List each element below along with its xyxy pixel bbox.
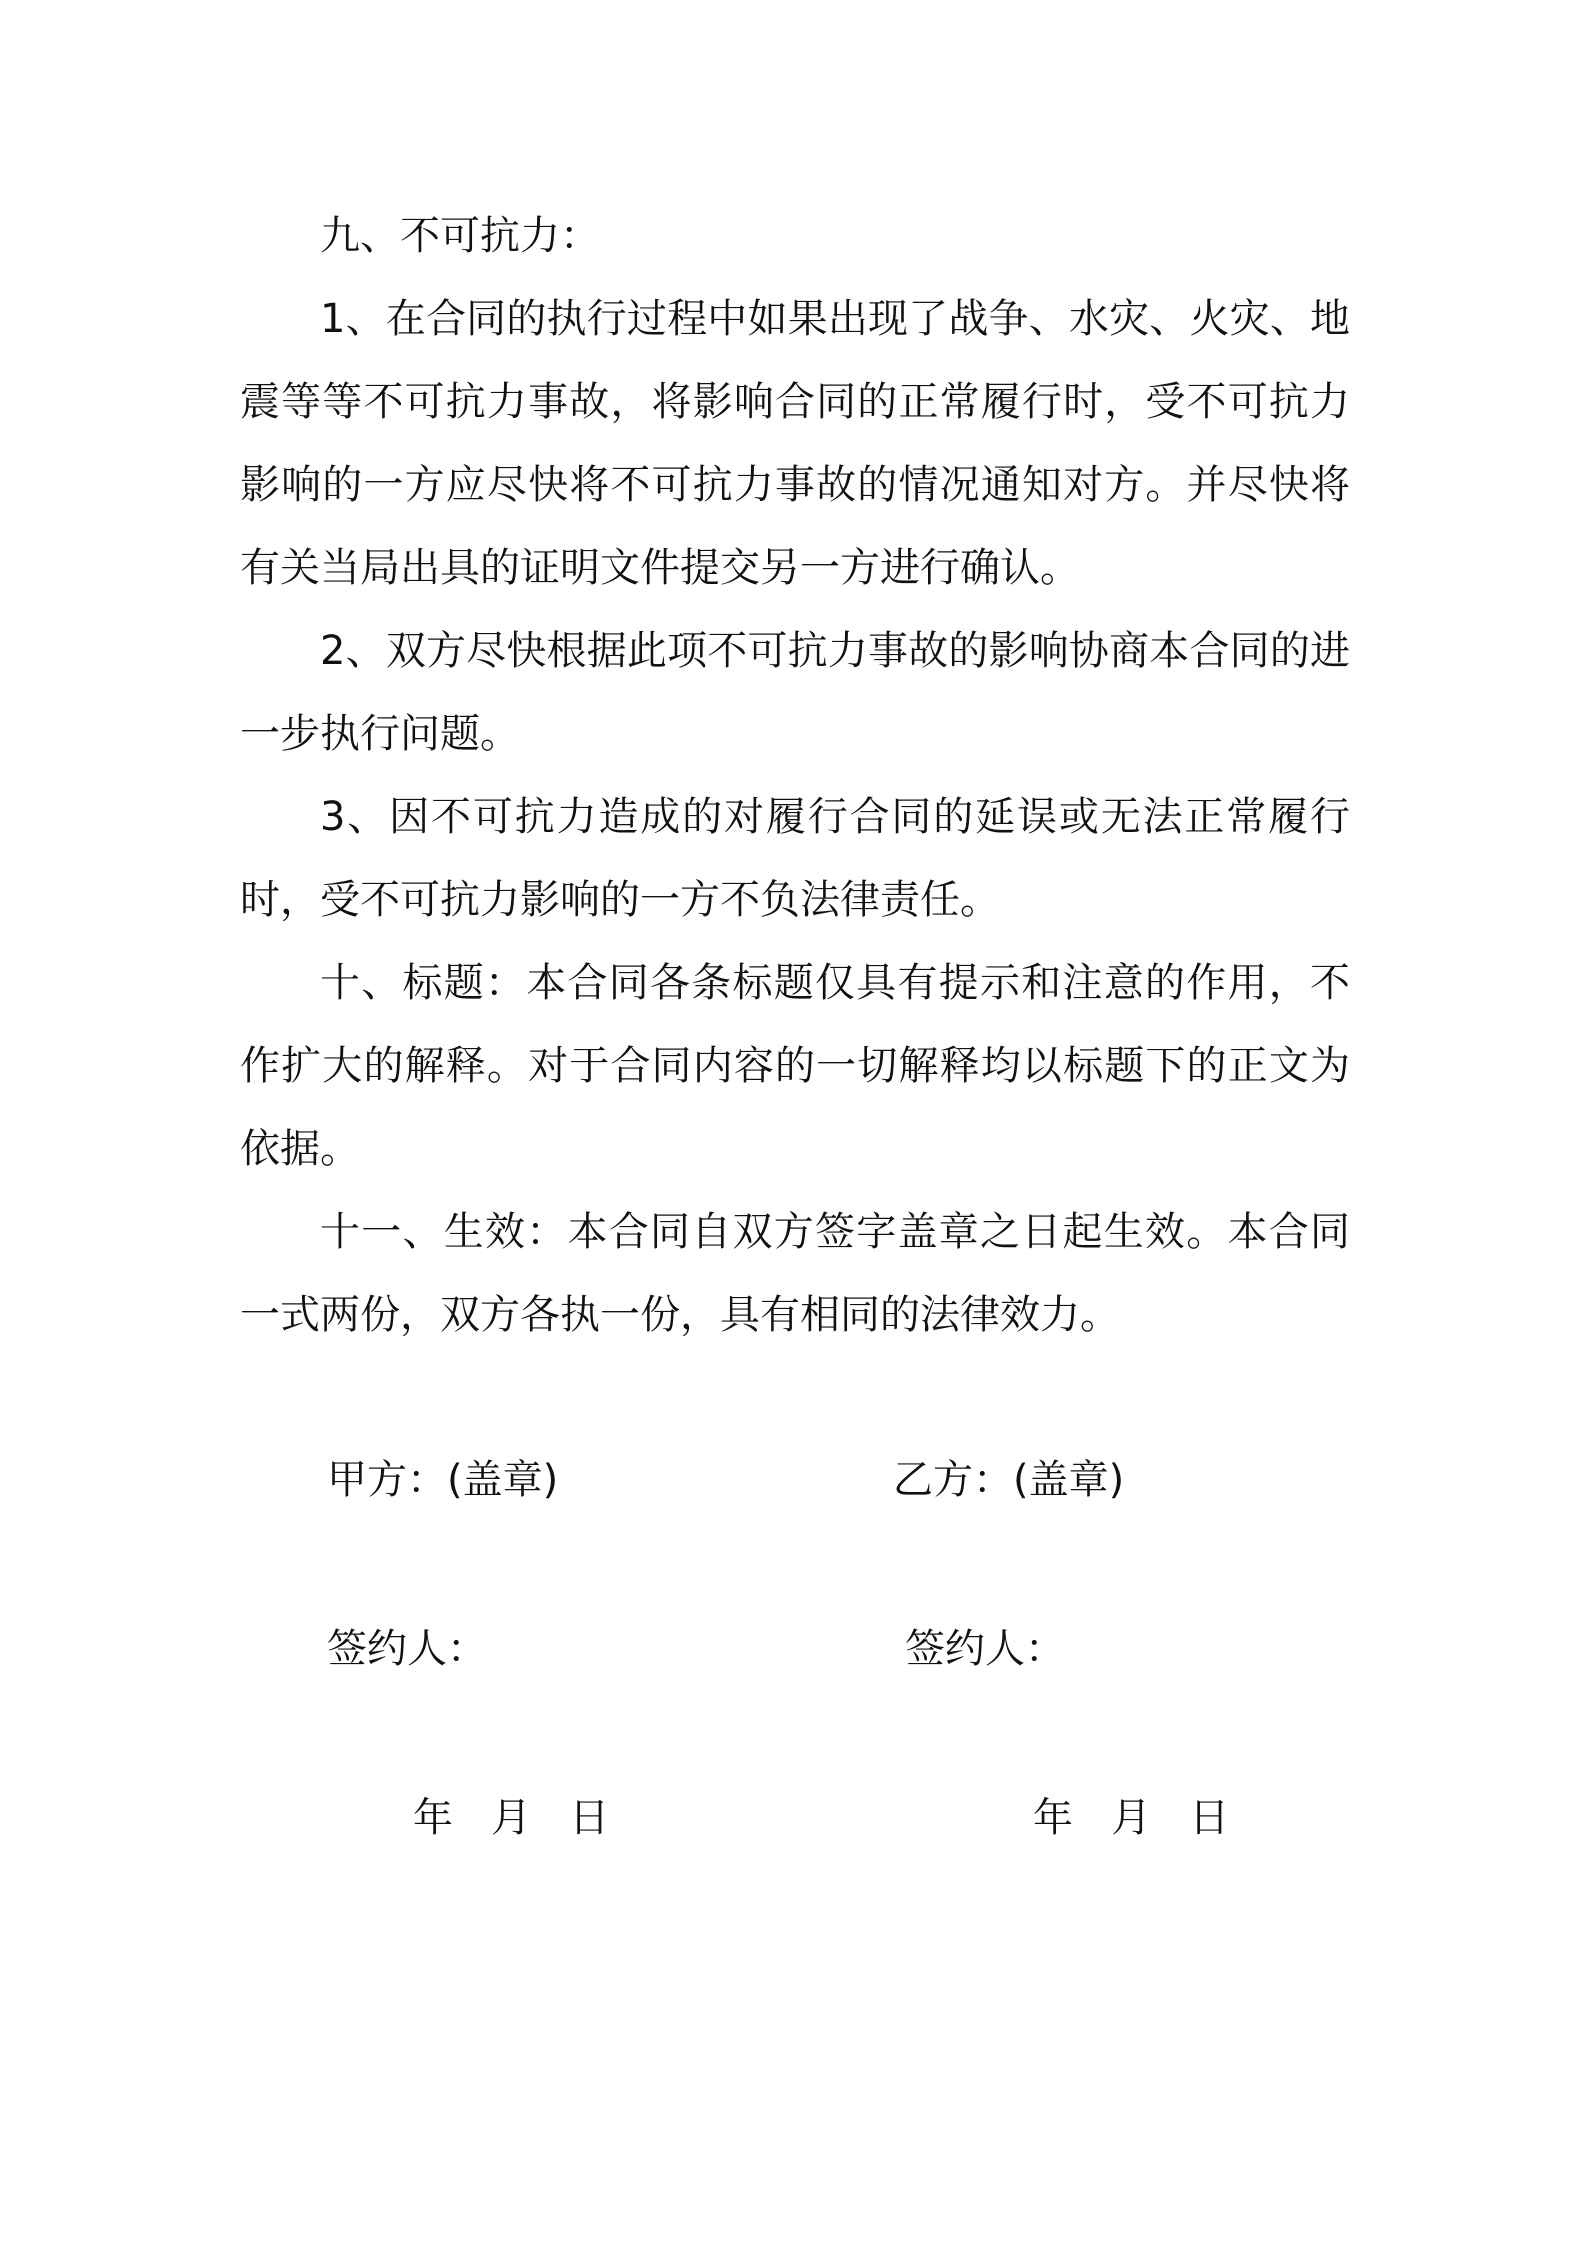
clause-force-majeure-3: 3、因不可抗力造成的对履行合同的延误或无法正常履行时，受不可抗力影响的一方不负法律责任。 xyxy=(240,794,1350,923)
party-b-seal-label: 乙方：(盖章) xyxy=(893,1457,1125,1503)
party-a-signer-label: 签约人： xyxy=(327,1626,487,1672)
party-b-date-label: 年 月 日 xyxy=(1033,1795,1230,1841)
party-b-signer-label: 签约人： xyxy=(905,1626,1065,1672)
clause-force-majeure-heading: 九、不可抗力： xyxy=(320,213,600,259)
contract-body xyxy=(240,195,1350,1357)
clause-force-majeure-2: 2、双方尽快根据此项不可抗力事故的影响协商本合同的进一步执行问题。 xyxy=(240,628,1350,757)
clause-force-majeure-1: 1、在合同的执行过程中如果出现了战争、水灾、火灾、地震等等不可抗力事故，将影响合同的正常履行时，受不可抗力影响的一方应尽快将不可抗力事故的情况通知对方。并尽快将有关当局出具的证明文件提交另一方进行确认。 xyxy=(240,296,1350,591)
clause-effectiveness: 十一、生效：本合同自双方签字盖章之日起生效。本合同一式两份，双方各执一份，具有相同的法律效力。 xyxy=(240,1209,1350,1338)
party-a-seal-label: 甲方：(盖章) xyxy=(327,1457,559,1503)
clause-headings: 十、标题：本合同各条标题仅具有提示和注意的作用，不作扩大的解释。对于合同内容的一切解释均以标题下的正文为依据。 xyxy=(240,960,1350,1172)
party-a-date-label: 年 月 日 xyxy=(413,1795,610,1841)
